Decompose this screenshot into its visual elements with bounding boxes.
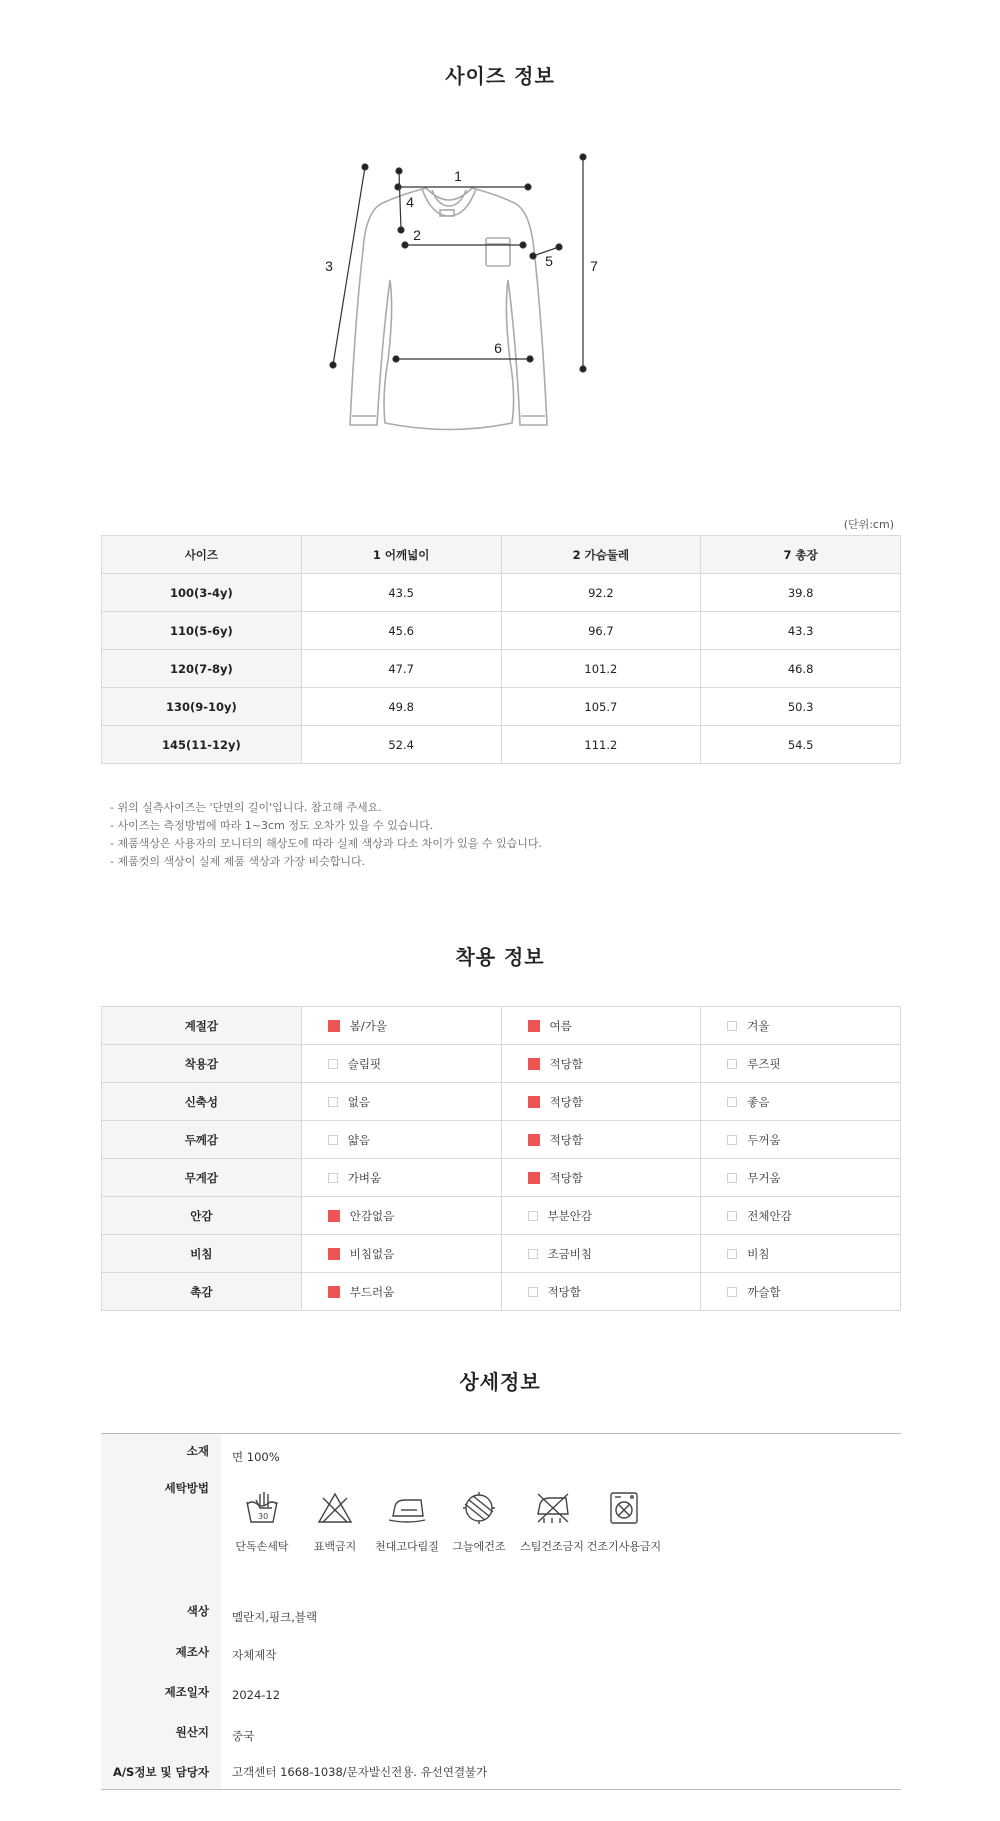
value-cell: 52.4 — [301, 726, 501, 764]
care-item — [367, 1490, 447, 1554]
svg-text:30: 30 — [258, 1512, 269, 1521]
origin-value: 중국 — [232, 1729, 255, 1743]
fit-option — [701, 1007, 901, 1045]
unchecked-box-icon — [727, 1211, 737, 1221]
fit-option-label: 적당함 — [549, 1094, 583, 1109]
unchecked-box-icon — [727, 1097, 737, 1107]
value-cell: 43.5 — [301, 574, 501, 612]
fit-option — [301, 1197, 501, 1235]
fit-option — [501, 1121, 701, 1159]
fit-info-title: 착용 정보 — [455, 945, 545, 969]
wash-label: 세탁방법 — [164, 1481, 209, 1495]
fit-option — [501, 1197, 701, 1235]
unchecked-box-icon — [328, 1097, 338, 1107]
unchecked-box-icon — [328, 1059, 338, 1069]
fit-option — [701, 1083, 901, 1121]
as-label: A/S정보 및 담당자 — [112, 1765, 209, 1779]
size-notes — [110, 799, 542, 871]
diagram-label-6: 6 — [494, 340, 502, 356]
fit-row-label: 촉감 — [102, 1273, 302, 1311]
fit-row — [102, 1235, 901, 1273]
diagram-label-5: 5 — [545, 253, 553, 269]
fit-row — [102, 1083, 901, 1121]
diagram-label-7: 7 — [590, 258, 598, 274]
fit-row-label: 두께감 — [102, 1121, 302, 1159]
value-cell: 49.8 — [301, 688, 501, 726]
fit-option — [701, 1159, 901, 1197]
fit-option — [301, 1121, 501, 1159]
diagram-label-3: 3 — [325, 258, 333, 274]
unchecked-box-icon — [528, 1249, 538, 1259]
unchecked-box-icon — [727, 1173, 737, 1183]
fit-option-label: 까슬함 — [747, 1284, 781, 1299]
checked-box-icon — [528, 1172, 540, 1184]
header-chest: 2 가슴둘레 — [501, 536, 701, 574]
detail-table — [101, 1433, 901, 1790]
color-value: 멜란지,핑크,블랙 — [232, 1610, 318, 1624]
shade-dry-icon — [459, 1490, 499, 1526]
size-cell: 110(5-6y) — [102, 612, 302, 650]
fit-row — [102, 1197, 901, 1235]
fit-row-label: 계절감 — [102, 1007, 302, 1045]
fit-option-label: 적당함 — [549, 1132, 583, 1147]
fit-row-label: 안감 — [102, 1197, 302, 1235]
checked-box-icon — [528, 1096, 540, 1108]
fit-option-label: 무거움 — [747, 1170, 781, 1185]
unchecked-box-icon — [328, 1173, 338, 1183]
fit-row — [102, 1273, 901, 1311]
fit-option — [501, 1235, 701, 1273]
fit-option-label: 비침 — [747, 1246, 770, 1261]
fit-table — [101, 1006, 901, 1311]
date-label: 제조일자 — [164, 1685, 209, 1699]
size-table-header — [102, 536, 901, 574]
size-cell: 145(11-12y) — [102, 726, 302, 764]
care-item — [512, 1490, 592, 1554]
no-bleach-icon — [315, 1490, 355, 1526]
value-cell: 92.2 — [501, 574, 701, 612]
value-cell: 96.7 — [501, 612, 701, 650]
fit-option — [701, 1197, 901, 1235]
unchecked-box-icon — [528, 1287, 538, 1297]
unchecked-box-icon — [328, 1135, 338, 1145]
detail-info-title: 상세정보 — [459, 1370, 541, 1394]
fit-option-label: 얇음 — [347, 1132, 370, 1147]
iron-with-cloth-icon — [385, 1490, 429, 1526]
checked-box-icon — [328, 1248, 340, 1260]
unchecked-box-icon — [528, 1211, 538, 1221]
fit-option — [501, 1159, 701, 1197]
fit-option-label: 적당함 — [547, 1284, 581, 1299]
value-cell: 101.2 — [501, 650, 701, 688]
fit-option-label: 안감없음 — [349, 1208, 395, 1223]
diagram-label-2: 2 — [413, 227, 421, 243]
care-label: 그늘에건조 — [452, 1540, 506, 1553]
checked-box-icon — [328, 1210, 340, 1222]
fit-option-label: 적당함 — [549, 1170, 583, 1185]
date-value: 2024-12 — [232, 1688, 281, 1702]
size-cell: 100(3-4y) — [102, 574, 302, 612]
hand-wash-icon — [242, 1490, 282, 1526]
header-size: 사이즈 — [102, 536, 302, 574]
table-row — [102, 612, 901, 650]
unchecked-box-icon — [727, 1021, 737, 1031]
table-row — [102, 726, 901, 764]
fit-option-label: 조금비침 — [547, 1246, 592, 1261]
checked-box-icon — [328, 1286, 340, 1298]
fit-row-label: 착용감 — [102, 1045, 302, 1083]
diagram-label-1: 1 — [454, 168, 462, 184]
value-cell: 43.3 — [701, 612, 901, 650]
unit-label: (단위:cm) — [843, 518, 894, 531]
table-row — [102, 650, 901, 688]
maker-label: 제조사 — [175, 1645, 209, 1659]
table-row — [102, 688, 901, 726]
fit-option — [701, 1273, 901, 1311]
unchecked-box-icon — [727, 1287, 737, 1297]
size-cell: 130(9-10y) — [102, 688, 302, 726]
fit-option — [701, 1235, 901, 1273]
checked-box-icon — [528, 1134, 540, 1146]
material-value: 면 100% — [232, 1450, 280, 1464]
fit-option-label: 전체안감 — [747, 1208, 792, 1223]
header-length: 7 총장 — [701, 536, 901, 574]
fit-row — [102, 1121, 901, 1159]
care-label: 단독손세탁 — [235, 1540, 289, 1553]
no-steam-dry-icon — [532, 1490, 572, 1526]
value-cell: 105.7 — [501, 688, 701, 726]
value-cell: 39.8 — [701, 574, 901, 612]
size-table — [101, 535, 901, 764]
fit-option-label: 없음 — [347, 1094, 370, 1109]
note-line: - 사이즈는 측정방법에 따라 1~3cm 정도 오차가 있을 수 있습니다. — [110, 819, 434, 832]
fit-option — [501, 1045, 701, 1083]
garment-measurement-diagram — [325, 140, 670, 450]
fit-option-label: 여름 — [549, 1018, 572, 1033]
note-line: - 제품색상은 사용자의 모니터의 해상도에 따라 실제 색상과 다소 차이가 있을 수 있습니다. — [110, 837, 542, 850]
care-item — [439, 1490, 519, 1554]
value-cell: 45.6 — [301, 612, 501, 650]
care-item — [295, 1490, 375, 1554]
fit-option — [301, 1083, 501, 1121]
no-tumble-dry-icon — [604, 1490, 644, 1526]
fit-row — [102, 1159, 901, 1197]
care-label: 천대고다림질 — [375, 1540, 439, 1553]
care-item — [222, 1490, 302, 1554]
value-cell: 54.5 — [701, 726, 901, 764]
value-cell: 46.8 — [701, 650, 901, 688]
fit-option — [501, 1007, 701, 1045]
fit-row-label: 비침 — [102, 1235, 302, 1273]
unchecked-box-icon — [727, 1059, 737, 1069]
size-info-title: 사이즈 정보 — [445, 64, 555, 88]
fit-option-label: 가벼움 — [347, 1170, 382, 1185]
maker-value: 자체제작 — [232, 1648, 277, 1662]
fit-option-label: 적당함 — [549, 1056, 583, 1071]
fit-option — [301, 1007, 501, 1045]
fit-option — [301, 1235, 501, 1273]
fit-row-label: 무게감 — [102, 1159, 302, 1197]
fit-option-label: 비침없음 — [349, 1246, 395, 1261]
origin-label: 원산지 — [175, 1725, 209, 1739]
value-cell: 111.2 — [501, 726, 701, 764]
fit-option — [301, 1045, 501, 1083]
note-line: - 위의 실측사이즈는 '단면의 길이'입니다. 참고해 주세요. — [110, 801, 382, 814]
material-label: 소재 — [186, 1444, 209, 1458]
value-cell: 47.7 — [301, 650, 501, 688]
fit-option-label: 좋음 — [747, 1094, 770, 1109]
fit-row — [102, 1007, 901, 1045]
diagram-label-4: 4 — [406, 194, 414, 210]
checked-box-icon — [528, 1058, 540, 1070]
table-row — [102, 574, 901, 612]
color-label: 색상 — [186, 1604, 209, 1618]
fit-option-label: 슬림핏 — [347, 1056, 382, 1071]
fit-option — [301, 1273, 501, 1311]
unchecked-box-icon — [727, 1249, 737, 1259]
fit-row — [102, 1045, 901, 1083]
fit-option — [501, 1083, 701, 1121]
fit-option — [701, 1121, 901, 1159]
fit-option-label: 봄/가을 — [349, 1018, 387, 1033]
fit-option-label: 겨울 — [747, 1018, 770, 1033]
fit-option — [501, 1273, 701, 1311]
value-cell: 50.3 — [701, 688, 901, 726]
note-line: - 제품컷의 색상이 실제 제품 색상과 가장 비슷합니다. — [110, 855, 366, 868]
care-label: 건조기사용금지 — [586, 1540, 662, 1553]
care-label: 스팀건조금지 — [520, 1540, 584, 1553]
checked-box-icon — [528, 1020, 540, 1032]
fit-option — [301, 1159, 501, 1197]
care-item — [584, 1490, 664, 1554]
size-cell: 120(7-8y) — [102, 650, 302, 688]
fit-option-label: 부분안감 — [547, 1208, 592, 1223]
fit-option-label: 부드러움 — [349, 1284, 395, 1299]
as-value: 고객센터 1668-1038/문자발신전용. 유선연결불가 — [232, 1765, 488, 1779]
fit-row-label: 신축성 — [102, 1083, 302, 1121]
checked-box-icon — [328, 1020, 340, 1032]
care-label: 표백금지 — [313, 1540, 357, 1553]
header-shoulder: 1 어깨넓이 — [301, 536, 501, 574]
fit-option-label: 두꺼움 — [747, 1132, 781, 1147]
fit-option — [701, 1045, 901, 1083]
unchecked-box-icon — [727, 1135, 737, 1145]
fit-option-label: 루즈핏 — [747, 1056, 781, 1071]
